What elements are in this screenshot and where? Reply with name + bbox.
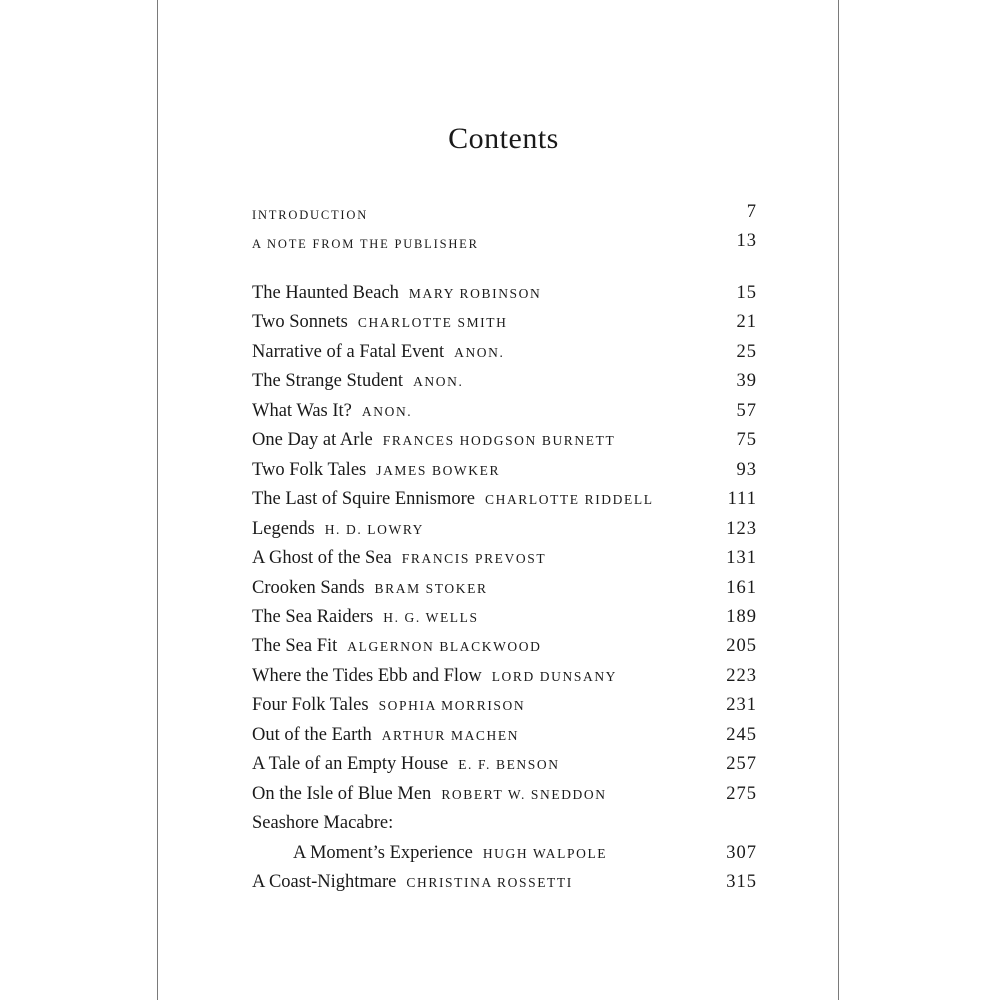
toc-entry-title: The Strange Student <box>252 371 404 392</box>
toc-entry <box>252 548 546 569</box>
toc-row <box>252 806 757 834</box>
toc-entry-title: Out of the Earth <box>252 724 372 745</box>
toc-entry-author: ANON. <box>413 374 464 390</box>
toc-entry-author: BRAM STOKER <box>374 580 488 596</box>
toc-entry <box>252 813 393 834</box>
toc-page-number: 25 <box>736 341 757 362</box>
toc-entry <box>252 695 525 716</box>
toc-page-number: 57 <box>736 400 757 421</box>
toc-entry <box>252 342 504 363</box>
toc-page-number: 307 <box>726 842 757 863</box>
toc-entry-author: MARY ROBINSON <box>408 286 542 301</box>
toc-page-number: 39 <box>736 371 757 392</box>
toc-entry <box>252 430 615 451</box>
toc-row-front-matter <box>252 195 757 223</box>
toc-entry-title: What Was It? <box>252 400 352 421</box>
toc-page-number: 131 <box>726 548 757 568</box>
toc-entry-author: FRANCIS PREVOST <box>401 551 547 566</box>
toc-entry-author: ARTHUR MACHEN <box>381 727 520 743</box>
toc-entry <box>252 636 541 657</box>
toc-entry-author: ROBERT W. SNEDDON <box>441 786 607 802</box>
toc-page-number: 189 <box>726 607 757 627</box>
toc-row <box>252 836 757 864</box>
toc-page-number: 75 <box>736 430 757 451</box>
toc-entry-title: Where the Tides Ebb and Flow <box>252 665 482 686</box>
toc-row <box>252 865 757 893</box>
toc-row <box>252 364 757 392</box>
toc-entry <box>293 843 607 864</box>
toc-page-number: 205 <box>726 636 757 657</box>
toc-entry <box>252 784 607 805</box>
toc-page-number: 111 <box>727 489 757 510</box>
toc-entry <box>252 607 479 628</box>
toc-row <box>252 600 757 628</box>
toc-entry-author: ANON. <box>361 403 413 419</box>
toc-page-number: 21 <box>736 312 757 333</box>
toc-entry-title: The Sea Raiders <box>252 607 374 627</box>
toc-page-number: 245 <box>726 724 757 745</box>
toc-entry-author: CHRISTINA ROSSETTI <box>406 875 573 890</box>
toc-entry-author: ANON. <box>454 344 505 360</box>
toc-entry <box>252 401 412 422</box>
toc-row <box>252 747 757 775</box>
toc-entry-author: H. G. WELLS <box>383 610 479 625</box>
toc-entry <box>252 754 560 775</box>
toc-row <box>252 482 757 510</box>
toc-row <box>252 571 757 599</box>
toc-row <box>252 512 757 540</box>
toc-entry-author: CHARLOTTE SMITH <box>357 315 508 331</box>
toc-entry-title: A Moment’s Experience <box>293 842 473 863</box>
toc-entry-author: LORD DUNSANY <box>491 668 618 684</box>
toc-entry <box>252 872 573 893</box>
toc-entry <box>252 489 654 510</box>
toc-entry-author: H. D. LOWRY <box>324 521 425 537</box>
toc-entry-author: FRANCES HODGSON BURNETT <box>382 433 616 449</box>
toc-page-number: 257 <box>726 754 757 775</box>
page-title: Contents <box>448 122 559 155</box>
toc-row <box>252 335 757 363</box>
toc-page-number: 315 <box>726 872 757 892</box>
toc-entry-title: The Last of Squire Ennismore <box>252 489 475 510</box>
toc-row <box>252 305 757 333</box>
toc-entry-title: A NOTE FROM THE PUBLISHER <box>252 237 479 251</box>
toc-page-number: 13 <box>736 231 757 251</box>
toc-entry <box>252 312 507 333</box>
toc-entry-author: E. F. BENSON <box>458 757 560 773</box>
toc-row <box>252 688 757 716</box>
toc-entry-author: JAMES BOWKER <box>376 462 501 478</box>
toc-entry-author: HUGH WALPOLE <box>482 845 608 861</box>
toc-row <box>252 276 757 304</box>
toc-entry-author: SOPHIA MORRISON <box>378 698 526 714</box>
toc-entry-title: INTRODUCTION <box>252 208 369 222</box>
toc-entry-title: On the Isle of Blue Men <box>252 783 432 804</box>
toc-entry-title: Two Sonnets <box>252 312 348 333</box>
toc-page-number: 15 <box>736 283 757 303</box>
toc-row <box>252 394 757 422</box>
toc-entry <box>252 725 519 746</box>
toc-row <box>252 659 757 687</box>
toc-entry-author: ALGERNON BLACKWOOD <box>347 639 542 655</box>
toc-entry-title: Two Folk Tales <box>252 459 367 480</box>
toc-row-front-matter <box>252 224 757 252</box>
toc-entry <box>252 371 463 392</box>
toc-row <box>252 629 757 657</box>
toc-entry-title: A Coast-Nightmare <box>252 872 397 892</box>
toc-page-number: 161 <box>726 577 757 598</box>
toc-entry-author: CHARLOTTE RIDDELL <box>484 492 654 508</box>
toc-entry-title: A Tale of an Empty House <box>252 754 449 775</box>
toc-entry-title: Narrative of a Fatal Event <box>252 341 445 362</box>
toc-entry <box>252 666 617 687</box>
toc-entry-title: A Ghost of the Sea <box>252 548 392 568</box>
toc-page-number: 7 <box>746 202 757 222</box>
toc-entry-title: Crooken Sands <box>252 577 365 598</box>
toc-page-number: 231 <box>726 695 757 716</box>
toc-page-number: 275 <box>726 783 757 804</box>
toc-row <box>252 541 757 569</box>
toc-page-number: 93 <box>736 459 757 480</box>
toc-row <box>252 423 757 451</box>
toc-entry-title: Four Folk Tales <box>252 695 369 716</box>
toc-row <box>252 453 757 481</box>
toc-entry <box>252 283 541 304</box>
toc-page-number: 123 <box>726 518 757 539</box>
toc-entry-title: Seashore Macabre: <box>252 813 394 834</box>
toc-entry <box>252 578 488 599</box>
toc-row <box>252 718 757 746</box>
toc-entry-title: The Sea Fit <box>252 636 338 657</box>
toc-entry <box>252 519 424 540</box>
toc-entry-title: Legends <box>252 518 315 539</box>
toc-entry-title: The Haunted Beach <box>252 283 399 303</box>
toc-entry <box>252 460 500 481</box>
toc-page-number: 223 <box>726 665 757 686</box>
toc-entry-title: One Day at Arle <box>252 430 373 451</box>
toc-row <box>252 777 757 805</box>
